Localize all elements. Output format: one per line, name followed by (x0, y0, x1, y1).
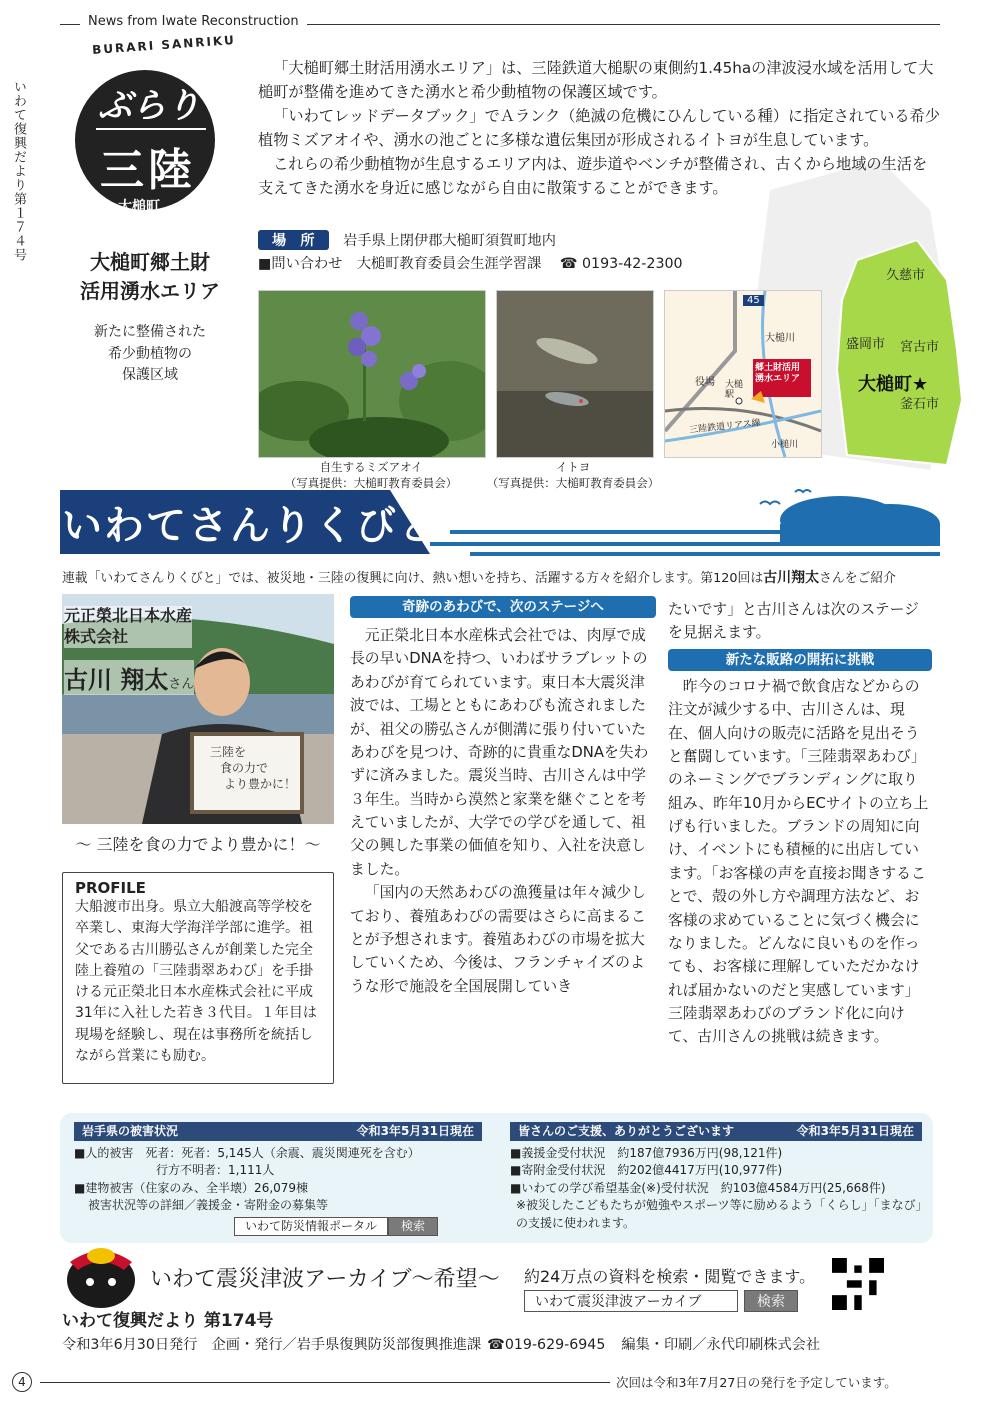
location-map: 45 大槌川 役場 大槌駅 郷土財活用 湧水エリア 三陸鉄道リアス線 小槌川 (664, 290, 822, 458)
profile-text: 大船渡市出身。県立大船渡高等学校を卒業し、東海大学海洋学部に進学。祖父である古川勝弘さんが創業した完全陸上養殖の「三陸翡翠あわび」を手掛ける元正榮北日本水産株式会社に平成31年に入社した若き３代目。１年目は現場を経験し、現在は事務所を統括しながら営業にも励む。 (75, 899, 317, 1064)
label-kuji: 久慈市 (886, 268, 926, 283)
vertical-issue: いわて復興だより第１７４号 (11, 80, 26, 262)
feature-title: 大槌町郷土財 活用湧水エリア (80, 250, 220, 303)
footer-publish: 令和3年6月30日発行 企画・発行／岩手県復興防災部復興推進課 ☎019-629-6945 編集・印刷／永代印刷株式会社 (62, 1337, 821, 1353)
footer-issue: いわて復興だより 第174号 (62, 1311, 274, 1331)
portal-search-input[interactable]: いわて防災情報ポータル (234, 1217, 388, 1236)
article-column-1: 元正榮北日本水産株式会社では、肉厚で成長の早いDNAを持つ、いわばサラブレットのあわびが育てられています。東日本大震災津波では、工場とともにあわびも流されましたが、祖父の勝弘さんが側溝に張り付いていたあわびを見つけ、奇跡的に貴重なDNAを失わずに済みました。震災当時、古川さんは中学３年生。当時から漠然と家業を継ぐことを考えていましたが、大学での学びを通して、祖父の興した事業の価値を知り、入社を決意しました。 「国内の天然あわびの漁獲量は年々減少しており、養殖あわびの需要はさらに高まることが予想されます。養殖あわびの市場を拡大していくため、今後は、フランチャイズのような形で施設を全国展開していき (350, 627, 649, 995)
photo-itoyo (496, 290, 654, 458)
series-banner-title: いわてさんりくびと (62, 503, 440, 549)
page-number: 4 (12, 1372, 32, 1392)
next-issue: 次回は令和3年7月27日の発行を予定しています。 (616, 1375, 897, 1390)
archive-search (524, 1290, 798, 1312)
logo-divider (96, 128, 206, 130)
photo2-caption: イトヨ （写真提供：大槌町教育委員会） (486, 460, 660, 490)
place-label: 場 所 (258, 230, 329, 250)
subhead-2: 新たな販路の開拓に挑戦 (668, 649, 932, 671)
logo-town: 大槌町 (118, 199, 160, 215)
profile-box (62, 872, 334, 1084)
photo-mizuaoi (258, 290, 486, 458)
portrait-photo: 三陸を 食の力で より豊かに！ (62, 594, 334, 824)
logo-buri: ぶらり (98, 86, 200, 126)
feature-subtitle: 新たに整備された 希少動植物の 保護区域 (94, 324, 206, 384)
archive-search-button[interactable]: 検索 (744, 1290, 798, 1312)
photo1-caption: 自生するミズアオイ （写真提供：大槌町教育委員会） (284, 460, 458, 490)
archive-desc: 約24万点の資料を検索・閲覧できます。 (524, 1267, 816, 1286)
person-name: 古川 翔太さん (64, 660, 194, 695)
company-name: 元正榮北日本水産 株式会社 (64, 606, 193, 646)
label-miyako: 宮古市 (900, 340, 940, 355)
slogan: 〜 三陸を食の力でより豊かに！〜 (75, 835, 321, 854)
support-status: 皆さんのご支援、ありがとうございます 令和3年5月31日現在 ■義援金受付状況 約187億7936万円(98,121件) ■寄附金受付状況 約202億4417万円(10,977件) ■いわての学び希望基金(※)受付状況 約103億4584万円(25,668件) ※被災したこどもたちが勉強やスポーツ等に励めるよう「くらし」「まなび」の支援に使われます。 (510, 1124, 922, 1230)
logo-arc-text: BURARI SANRIKU (91, 33, 237, 57)
article-column-2: たいです」と古川さんは次のステージを見据えます。 新たな販路の開拓に挑戦 昨今のコロナ禍で飲食店などからの注文が減少する中、古川さんは、現在、個人向けの販売に活路を見出そうと奮闘しています。「三陸翡翠あわび」のネーミングでブランディングに取り組み、昨年10月からECサイトの立ち上げも行いました。ブランドの周知に向け、イベントにも積極的に出店しています。「お客様の声を直接お聞きすることで、殻の外し方や調理方法など、お客様の求めていることに気づく機会になりました。どんなに良いものを作っても、お客様に理解していただかなければ届かないのだと実感しています」三陸翡翠あわびのブランド化に向けて、古川さんの挑戦は続きます。 (668, 598, 932, 1049)
label-otsuchi: 大槌町★ (858, 374, 929, 395)
place-row: 場 所 岩手県上閉伊郡大槌町須賀町地内 (258, 230, 556, 250)
feature-intro: 「大槌町郷土財活用湧水エリア」は、三陸鉄道大槌駅の東側約1.45haの津波浸水域を活用して大槌町が整備を進めてきた湧水と希少動植物の保護区域です。 「いわてレッドデータブック」でＡランク（絶滅の危機にひんしている種）に指定されている希少植物ミズアオイや、湧水の池ごとに多様な遺伝集団が形成されるイトヨが生息しています。 これらの希少動植物が生息するエリア内は、遊歩道やベンチが整備され、古くから地域の生活を支えてきた湧水を身近に感じながら自由に散策することができます。 (258, 59, 940, 198)
subhead-1: 奇跡のあわびで、次のステージへ (350, 596, 656, 618)
header-label: News from Iwate Reconstruction (80, 14, 307, 29)
phone-icon: ☎ (559, 256, 578, 272)
contact-row: ■問い合わせ 大槌町教育委員会生涯学習課 ☎ 0193-42-2300 (258, 256, 683, 272)
footer-rule (40, 1382, 610, 1383)
mascot-icon (62, 1240, 140, 1310)
phone-icon: ☎ (487, 1337, 505, 1353)
profile-title: PROFILE (75, 879, 146, 897)
label-kamaishi: 釜石市 (900, 397, 940, 412)
portal-search-button[interactable]: 検索 (388, 1217, 438, 1236)
damage-status: 岩手県の被害状況 令和3年5月31日現在 ■人的被害 死者：死者：5,145人（余震、震災関連死を含む） 行方不明者：1,111人 ■建物被害（住家のみ、全半壊）26,079棟 被害状況等の詳細／義援金・寄附金の募集等 いわて防災情報ポータル 検索 (74, 1122, 482, 1236)
qr-code-icon[interactable] (832, 1258, 884, 1310)
logo-sanriku: 三陸 (100, 145, 196, 196)
archive-title: いわて震災津波アーカイブ〜希望〜 (150, 1267, 500, 1292)
archive-search-input[interactable]: いわて震災津波アーカイブ (524, 1290, 738, 1312)
label-morioka: 盛岡市 (846, 337, 886, 352)
series-lead: 連載「いわてさんりくびと」では、被災地・三陸の復興に向け、熱い想いを持ち、活躍する方々を紹介します。第120回は古川翔太さんをご紹介 (62, 570, 896, 586)
